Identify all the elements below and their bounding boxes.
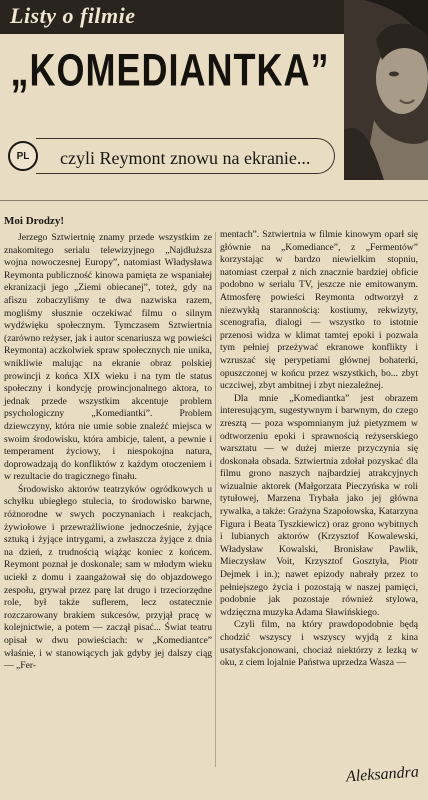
paragraph: Jerzego Sztwiertnię znamy przede wszystkim ze znakomitego serialu telewizyjnego „Najdłuższa wojna nowoczesnej Europy”, natomiast Władysława Reymonta publiczność kinowa pamięta ze wspaniałej ekranizacji jego „Ziemi obiecanej”, toteż, gdy na afiszu zobaczyliśmy te dwa nazwiska razem, mogliśmy słusznie oczekiwać filmu o silnym wydźwięku społecznym. Tymczasem Sztwiertnia (zarówno reżyser, jak i autor scenariusza wg powieści Reymonta) aczkolwiek spraw społecznych nie unika, wnikliwie malując na ekranie obraz polskiej prowincji z końca XIX wieku i na tym tle status społeczny i kondycję prowincjonalnego aktora, to jednak przede wszystkim akcentuje problem psychologiczny „Komediantki”. Problem dziewczyny, która nie umie sobie znaleźć miejsca w swoim środowisku, która ambicje, talent, a pewnie i temperament życiowy, i niespokojna natura, doprowadzają do konfliktów z każdym otoczeniem i w rezultacie do tragicznego finału. (4, 232, 212, 483)
article-subtitle: czyli Reymont znowu na ekranie... (56, 148, 314, 169)
pl-badge: PL (8, 141, 38, 171)
right-column (220, 229, 418, 670)
portrait-illustration (344, 0, 428, 180)
paragraph: mentach”. Sztwiertnia w filmie kinowym oparł się głównie na „Komediance”, z „Fermentów” korzystając w bardzo niewielkim stopniu, natomiast czerpał z nich znacznie bardziej obficie podobno w serialu TV, jeszcze nie emitowanym. Atmosferę powieści Reymonta odtworzył z niezwykłą starannością: kostiumy, rekwizyty, scenografia, dialogi — wszystko to istotnie przenosi widza w klimat tamtej epoki i pozwala tym pełniej przeżywać ekranowe konflikty i wzruszać się perypetiami głównej bohaterki, opuszczonej w końcu przez wszystkich, bo... zbyt uczciwej, zbyt ambitnej i zbyt niezależnej. (220, 229, 418, 392)
paragraph: Dla mnie „Komediantka” jest obrazem interesującym, sugestywnym i barwnym, do czego zresztą — poza wspomnianym już pietyzmem w odtworzeniu epoki i sprawnością reżyserskiego warsztatu — w dużej mierze przyczynia się doskonała obsada. Sztwiertnia zdołał pozyskać dla filmu grono naszych najbardziej atrakcyjnych wizualnie aktorek (Małgorzata Pieczyńska w roli tytułowej, Marzena Trybała jako jej główna rywalka, a także: Grażyna Szapołowska, Katarzyna Figura i Beata Tyszkiewicz) oraz grono wybitnych i lubianych aktorów (Krzysztof Kowalewski, Władysław Kowalski, Bronisław Pawlik, Mieczysław Voit, Krzysztof Gosztyła, Piotr Dejmek i in.); nawet epizody nabrały przez to pełniejszego życia i pozostają w naszej pamięci, podobnie jak pozostaje również stylowa, wdzięczna muzyka Adama Sławińskiego. (220, 392, 418, 618)
paragraph: Czyli film, na który prawdopodobnie będą chodzić wszyscy i wszyscy wyjdą z kina usatysfakcjonowani, chociaż niektórzy z lezką w oku, z ciem lojalnie Państwa uprzedza Wasza — (220, 619, 418, 669)
letter-greeting: Moi Drodzy! (4, 215, 64, 227)
left-column (4, 232, 212, 673)
signature: Aleksandra (345, 763, 420, 786)
article-title: „KOMEDIANTKA” (10, 44, 330, 96)
divider (0, 200, 428, 201)
portrait-photo (344, 0, 428, 180)
paragraph: Środowisko aktorów teatrzyków ogródkowych u schyłku ubiegłego stulecia, to środowisko barwne, różnorodne w swych poczynaniach i reakcjach, żywiołowe i przewrażliwione jednocześnie, żyjące sztuką i żyjące intrygami, a zwłaszcza żyjące z dnia na dzień, z trudnością wiążąc koniec z końcem. Reymont poznał je doskonale; sam w młodym wieku uciekł z domu i zaangażował się do objazdowego zespołu, grywał przez parę lat drugo i trzeciorzędne role, był także suflerem, lecz ostatecznie rozczarowany brakiem sukcesów, przyjął pracę w kolejnictwie, a potem — zaczął pisać... Świat teatru opisał w dwu powieściach: w „Komediantce” właśnie, i w stanowiących jak gdyby jej dalszy ciąg — „Fer- (4, 483, 212, 672)
column-separator (215, 232, 216, 767)
section-label: Listy o filmie (10, 3, 136, 28)
